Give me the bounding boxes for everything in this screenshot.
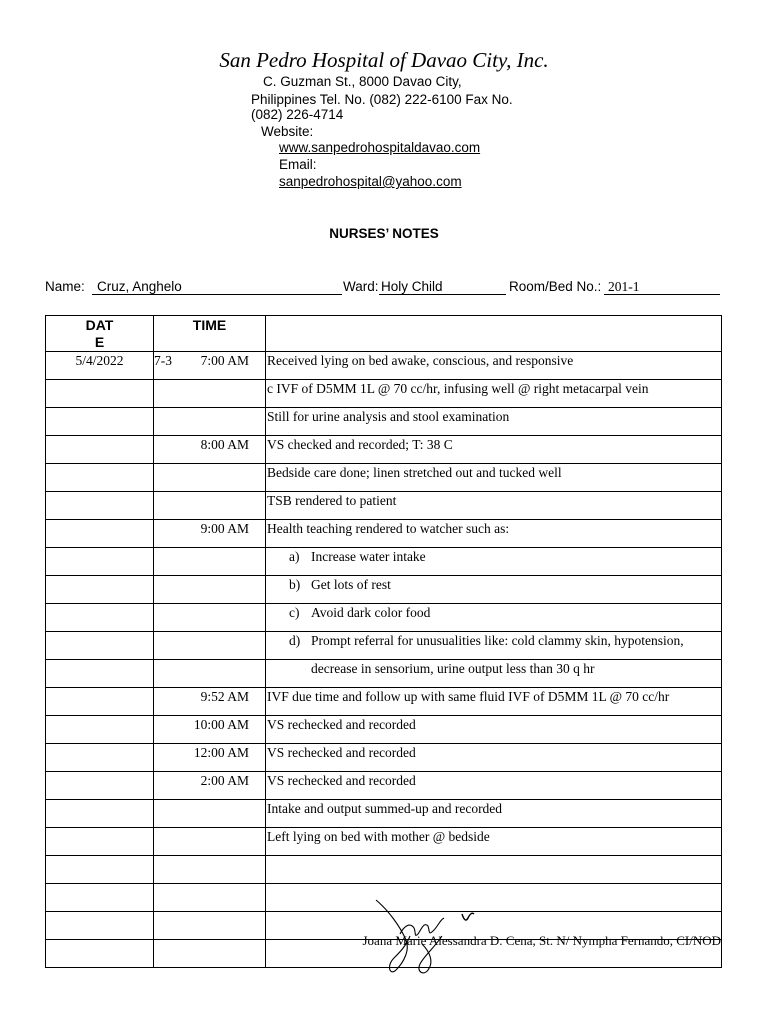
date-cell <box>46 436 154 464</box>
notes-column-header <box>266 316 722 352</box>
date-cell <box>46 408 154 436</box>
table-row <box>46 772 722 800</box>
note-cell <box>266 884 722 912</box>
table-row <box>46 688 722 716</box>
time-value: 12:00 AM <box>193 745 249 760</box>
table-row <box>46 660 722 688</box>
signer-name: Joana Marie Alessandra D. Cena, St. N/ Nympha Fernando, CI/NOD <box>362 933 721 948</box>
note-cell <box>266 688 722 716</box>
note-text: decrease in sensorium, urine output less than 30 q hr <box>311 661 595 676</box>
note-cell <box>266 772 722 800</box>
time-cell <box>154 436 266 464</box>
time-cell <box>154 576 266 604</box>
list-item-label: c) <box>289 605 300 620</box>
note-cell <box>266 492 722 520</box>
note-text: IVF due time and follow up with same fluid IVF of D5MM 1L @ 70 cc/hr <box>267 689 670 704</box>
time-cell <box>154 772 266 800</box>
note-cell <box>266 660 722 688</box>
ward-field: Holy Child <box>379 279 506 295</box>
time-cell <box>154 912 266 940</box>
time-cell <box>154 520 266 548</box>
note-text: Health teaching rendered to watcher such as: <box>267 521 510 536</box>
time-column-header <box>154 316 266 352</box>
table-row <box>46 548 722 576</box>
note-text: Intake and output summed-up and recorded <box>267 801 503 816</box>
note-cell <box>266 520 722 548</box>
note-cell <box>266 436 722 464</box>
date-cell <box>46 688 154 716</box>
table-row <box>46 380 722 408</box>
date-cell <box>46 464 154 492</box>
note-text: Avoid dark color food <box>311 605 431 620</box>
note-text: VS rechecked and recorded <box>267 773 416 788</box>
time-cell <box>154 884 266 912</box>
note-cell <box>266 380 722 408</box>
table-row <box>46 828 722 856</box>
table-header-row <box>46 316 722 352</box>
note-cell <box>266 548 722 576</box>
table-row <box>46 436 722 464</box>
time-cell <box>154 408 266 436</box>
patient-name-field: Cruz, Anghelo <box>92 279 342 295</box>
note-text: TSB rendered to patient <box>267 493 397 508</box>
time-cell <box>154 744 266 772</box>
date-cell <box>46 492 154 520</box>
table-row <box>46 744 722 772</box>
time-cell <box>154 464 266 492</box>
note-text: Still for urine analysis and stool examination <box>267 409 510 424</box>
note-cell <box>266 604 722 632</box>
table-row <box>46 520 722 548</box>
note-cell <box>266 632 722 660</box>
time-cell <box>154 632 266 660</box>
time-value: 10:00 AM <box>193 717 249 732</box>
date-cell <box>46 548 154 576</box>
shift-label: 7-3 <box>154 353 172 368</box>
table-row <box>46 800 722 828</box>
time-cell <box>154 940 266 968</box>
room-bed-field: 201-1 <box>604 279 720 295</box>
address-line-2: Philippines Tel. No. (082) 222-6100 Fax No. <box>251 92 513 107</box>
note-text: Get lots of rest <box>311 577 391 592</box>
name-label: Name: <box>45 279 85 294</box>
table-row <box>46 856 722 884</box>
time-cell <box>154 716 266 744</box>
note-cell <box>266 716 722 744</box>
time-value: 2:00 AM <box>200 773 249 788</box>
signature-mark <box>370 896 480 976</box>
date-header-line-2: E <box>94 334 105 350</box>
nurses-notes-table <box>45 315 722 968</box>
note-cell <box>266 352 722 380</box>
time-cell <box>154 380 266 408</box>
date-cell <box>46 660 154 688</box>
time-cell <box>154 604 266 632</box>
date-cell <box>46 800 154 828</box>
time-cell <box>154 492 266 520</box>
note-cell <box>266 576 722 604</box>
date-cell <box>46 912 154 940</box>
note-text: Left lying on bed with mother @ bedside <box>267 829 490 844</box>
hospital-name: San Pedro Hospital of Davao City, Inc. <box>219 48 549 72</box>
note-cell <box>266 856 722 884</box>
note-text: Increase water intake <box>311 549 426 564</box>
note-text: Prompt referral for unusualities like: cold clammy skin, hypotension, <box>311 633 684 648</box>
time-header-label: TIME <box>192 317 227 333</box>
date-cell <box>46 940 154 968</box>
date-cell: 5/4/2022 <box>46 352 154 380</box>
date-cell <box>46 828 154 856</box>
date-cell <box>46 604 154 632</box>
date-cell <box>46 716 154 744</box>
note-text: Received lying on bed awake, conscious, and responsive <box>267 353 574 368</box>
note-cell <box>266 828 722 856</box>
email-link[interactable]: sanpedrohospital@yahoo.com <box>279 174 462 189</box>
date-cell <box>46 772 154 800</box>
note-cell <box>266 800 722 828</box>
date-cell <box>46 576 154 604</box>
list-item-label: b) <box>289 577 301 592</box>
address-line-3: (082) 226-4714 <box>251 107 344 122</box>
time-value: 9:52 AM <box>200 689 249 704</box>
table-row <box>46 352 722 380</box>
note-text: VS rechecked and recorded <box>267 717 416 732</box>
time-cell <box>154 800 266 828</box>
time-cell <box>154 548 266 576</box>
time-cell <box>154 856 266 884</box>
document-title: NURSES’ NOTES <box>329 226 439 241</box>
note-text: Bedside care done; linen stretched out and tucked well <box>267 465 562 480</box>
list-item-label: d) <box>289 633 301 648</box>
room-bed-label: Room/Bed No.: <box>509 279 602 294</box>
table-row <box>46 464 722 492</box>
table-row <box>46 632 722 660</box>
email-label: Email: <box>279 157 317 172</box>
note-text: c IVF of D5MM 1L @ 70 cc/hr, infusing well @ right metacarpal vein <box>267 381 649 396</box>
date-cell <box>46 856 154 884</box>
note-text: VS checked and recorded; T: 38 C <box>267 437 453 452</box>
date-header-line-1: DAT <box>85 317 114 333</box>
address-line-1: C. Guzman St., 8000 Davao City, <box>263 74 462 89</box>
date-cell <box>46 520 154 548</box>
date-column-header <box>46 316 154 352</box>
time-cell <box>154 688 266 716</box>
note-text: VS rechecked and recorded <box>267 745 416 760</box>
time-value: 9:00 AM <box>200 521 249 536</box>
time-cell <box>154 660 266 688</box>
time-cell <box>154 828 266 856</box>
table-row <box>46 408 722 436</box>
website-link[interactable]: www.sanpedrohospitaldavao.com <box>279 140 481 155</box>
table-row <box>46 604 722 632</box>
time-value: 7:00 AM <box>200 353 249 368</box>
date-cell <box>46 884 154 912</box>
date-cell <box>46 632 154 660</box>
date-cell <box>46 380 154 408</box>
time-cell <box>154 352 266 380</box>
list-item-label: a) <box>289 549 300 564</box>
ward-label: Ward: <box>343 279 379 294</box>
time-value: 8:00 AM <box>200 437 249 452</box>
note-cell <box>266 408 722 436</box>
note-cell <box>266 744 722 772</box>
table-row <box>46 576 722 604</box>
note-cell <box>266 464 722 492</box>
table-row <box>46 492 722 520</box>
table-row <box>46 716 722 744</box>
date-cell <box>46 744 154 772</box>
website-label: Website: <box>261 124 314 139</box>
